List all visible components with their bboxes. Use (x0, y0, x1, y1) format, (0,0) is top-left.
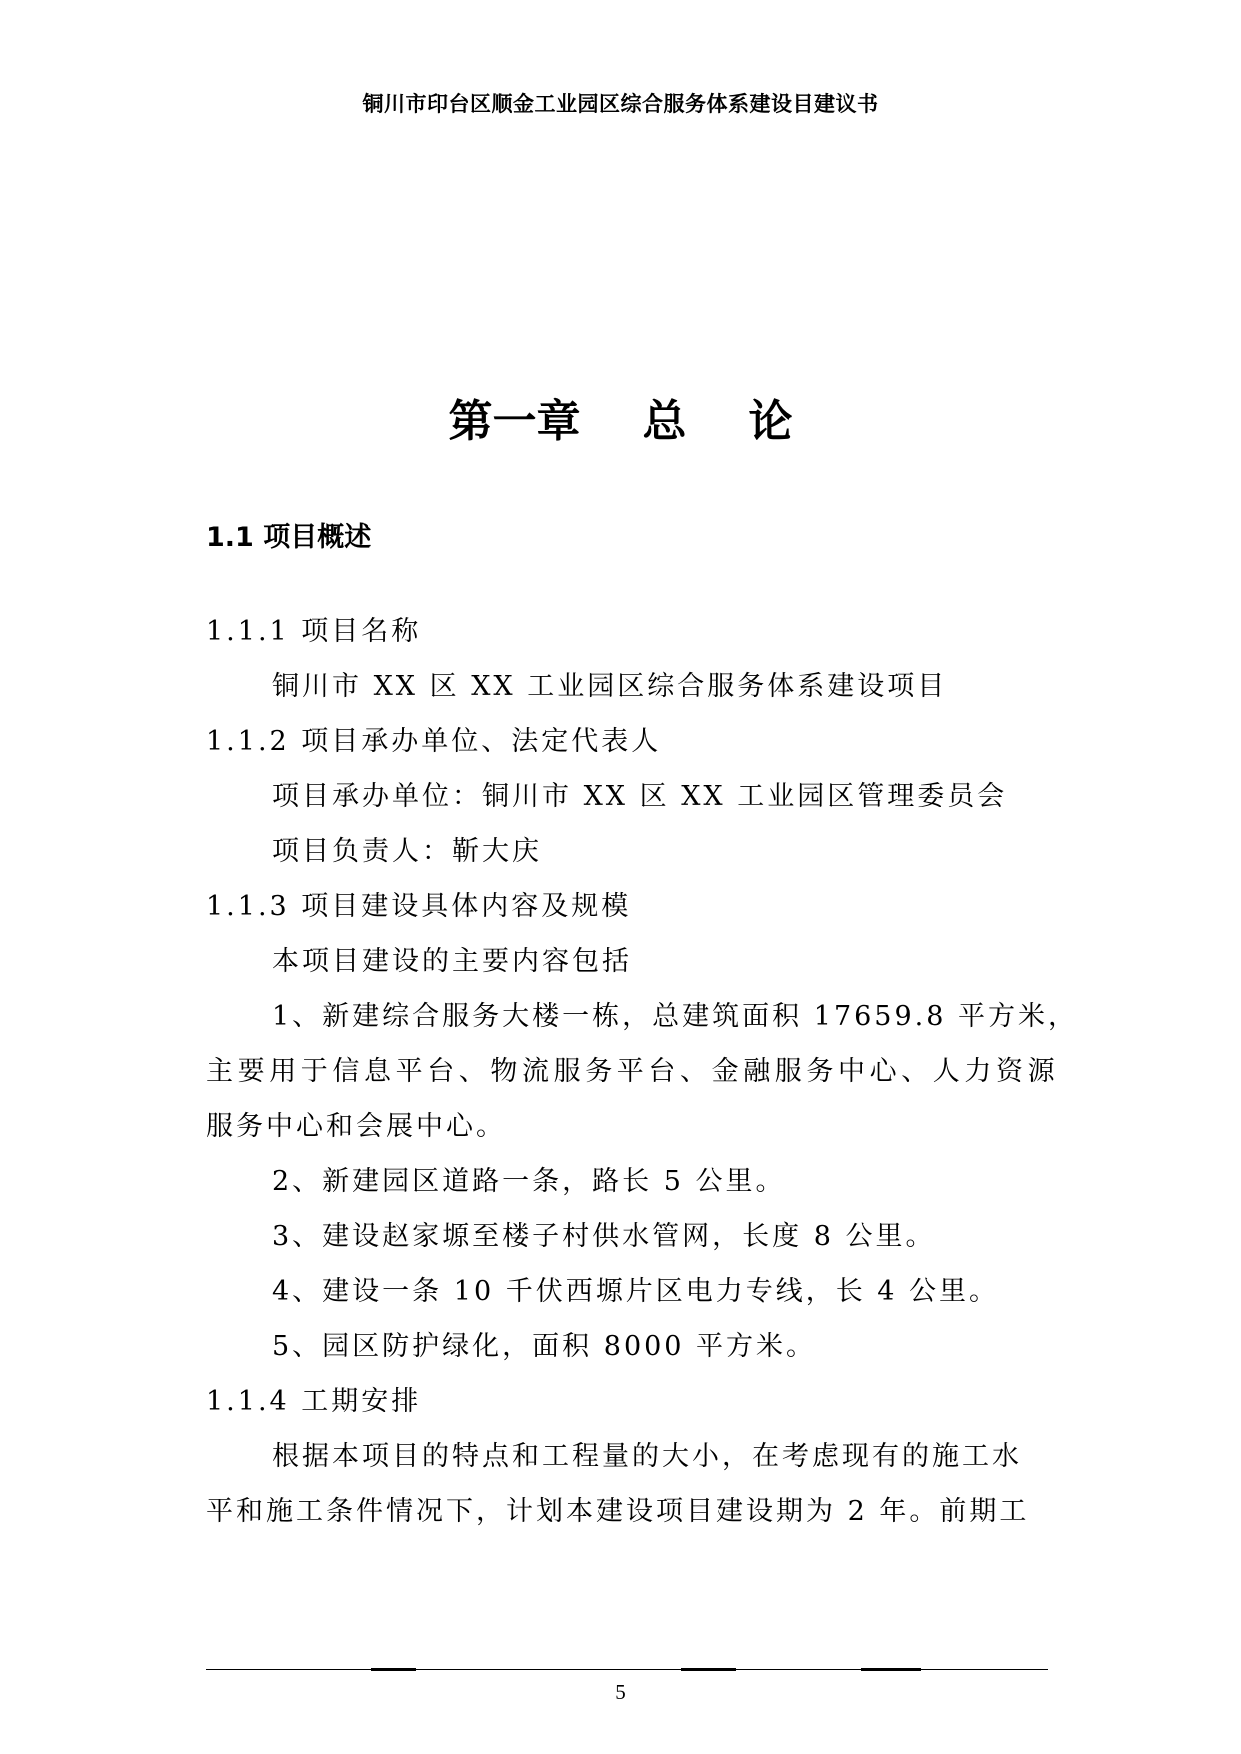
list-item: 2、新建园区道路一条，路长 5 公里。 (272, 1166, 786, 1197)
footer-rule (206, 1669, 1048, 1670)
subsection-heading: 1.1.4 工期安排 (206, 1386, 422, 1417)
chapter-title (0, 392, 1241, 452)
paragraph-line: 项目承办单位：铜川市 XX 区 XX 工业园区管理委员会 (272, 781, 1008, 812)
section-heading: 1.1 项目概述 (206, 522, 372, 553)
subsection-heading: 1.1.2 项目承办单位、法定代表人 (206, 726, 662, 757)
list-item: 5、园区防护绿化，面积 8000 平方米。 (272, 1331, 817, 1362)
chapter-title-part-2: 总 (642, 396, 687, 447)
page-number: 5 (615, 1680, 626, 1704)
paragraph-line: 本项目建设的主要内容包括 (272, 946, 632, 977)
paragraph-line: 平和施工条件情况下，计划本建设项目建设期为 2 年。前期工 (206, 1496, 1030, 1527)
chapter-title-part-1: 第一章 (448, 396, 581, 447)
subsection-heading: 1.1.1 项目名称 (206, 616, 422, 647)
paragraph-line: 铜川市 XX 区 XX 工业园区综合服务体系建设项目 (272, 671, 948, 702)
list-item: 4、建设一条 10 千伏西塬片区电力专线，长 4 公里。 (272, 1276, 1000, 1307)
chapter-title-part-3: 论 (748, 396, 793, 447)
paragraph-line: 根据本项目的特点和工程量的大小，在考虑现有的施工水 (272, 1441, 1022, 1472)
body-text (206, 604, 1078, 1539)
page-header: 铜川市印台区顺金工业园区综合服务体系建设目建议书 (362, 92, 879, 116)
subsection-heading: 1.1.3 项目建设具体内容及规模 (206, 891, 632, 922)
list-item: 3、建设赵家塬至楼子村供水管网，长度 8 公里。 (272, 1221, 936, 1252)
paragraph-line: 项目负责人：靳大庆 (272, 836, 542, 867)
paragraph-line: 主要用于信息平台、物流服务平台、金融服务中心、人力资源 (206, 1056, 1060, 1087)
list-item: 1、新建综合服务大楼一栋，总建筑面积 17659.8 平方米， (272, 1001, 1078, 1032)
paragraph-line: 服务中心和会展中心。 (206, 1111, 506, 1142)
